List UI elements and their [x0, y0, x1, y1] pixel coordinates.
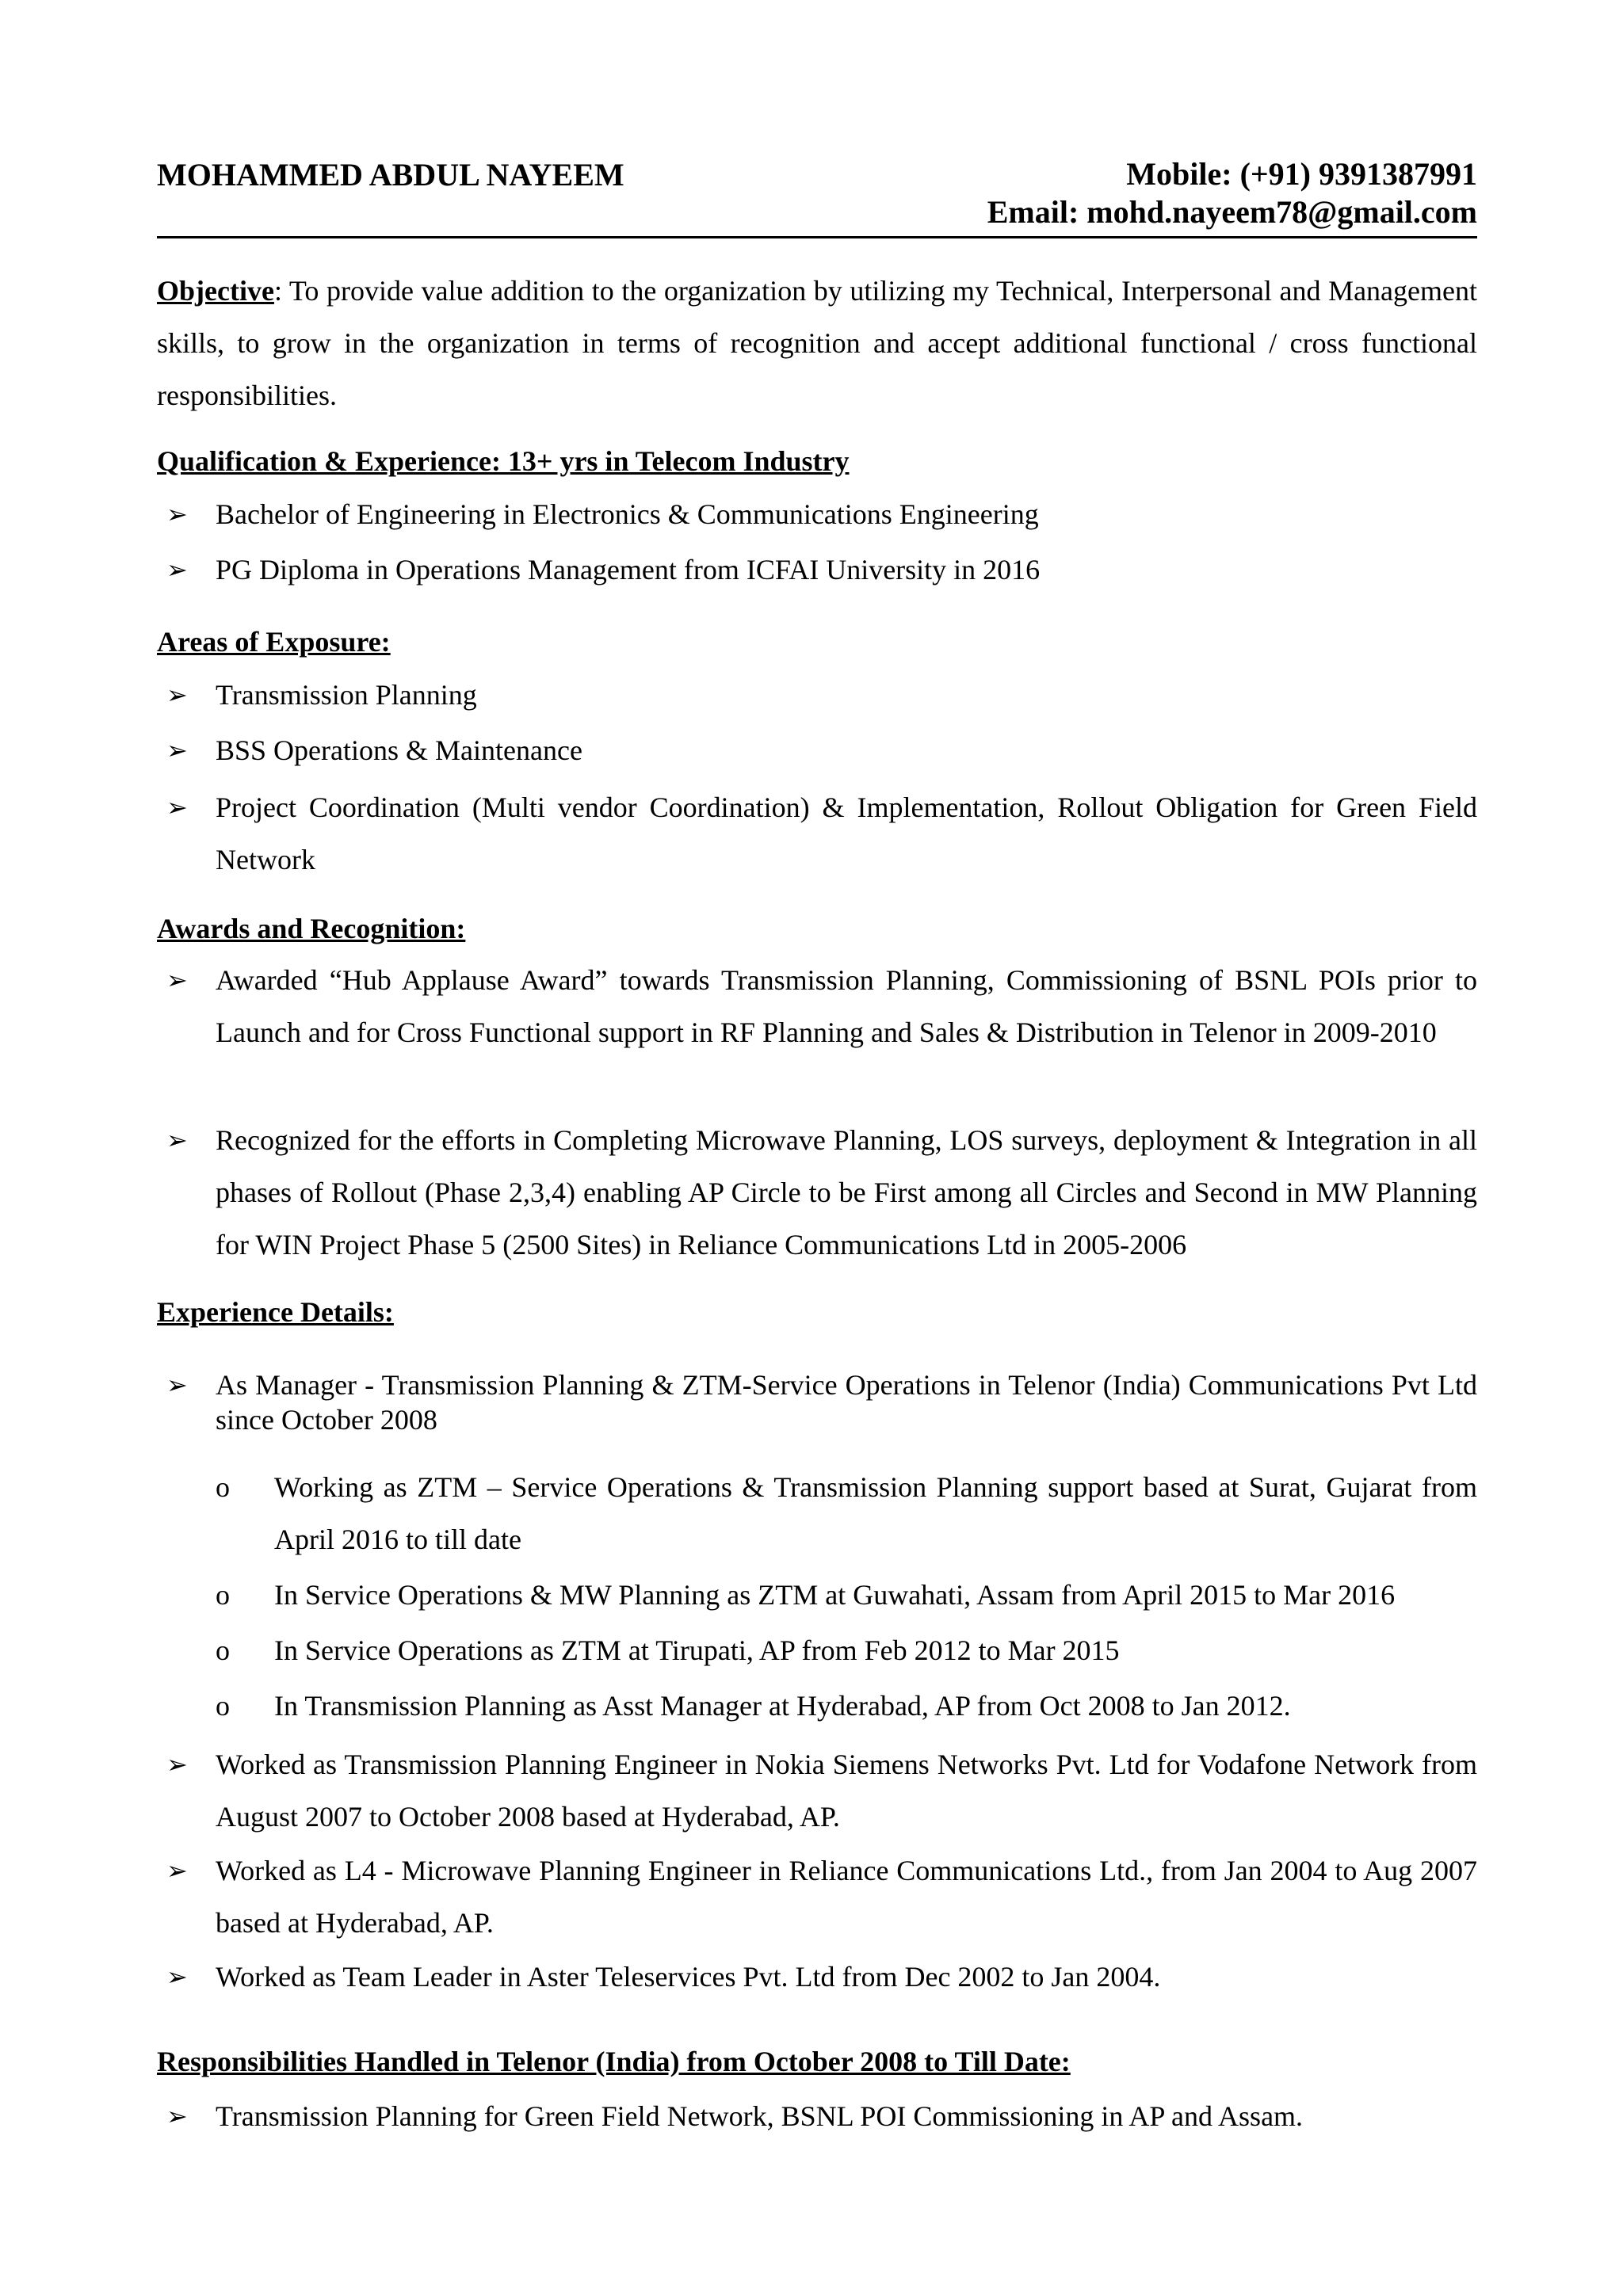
experience-sub-item: In Service Operations & MW Planning as ZTM at Guwahati, Assam from April 2015 to Mar 2016	[274, 1579, 1396, 1611]
experience-sub-item: Working as ZTM – Service Operations & Transmission Planning support based at Surat, Gujarat from April 2016 to till date	[274, 1471, 1477, 1555]
exposure-item: Project Coordination (Multi vendor Coordination) & Implementation, Rollout Obligation for Green Field Network	[216, 791, 1477, 875]
arrow-bullet-icon: ➢	[166, 1371, 188, 1399]
experience-heading: Experience Details:	[157, 1296, 394, 1328]
exposure-item: Transmission Planning	[216, 679, 477, 711]
arrow-bullet-icon: ➢	[166, 966, 188, 994]
awards-heading: Awards and Recognition:	[157, 913, 466, 944]
arrow-bullet-icon: ➢	[166, 1856, 188, 1885]
arrow-bullet-icon: ➢	[166, 1126, 188, 1154]
objective-label: Objective	[157, 275, 274, 307]
circle-bullet-icon: o	[216, 1579, 230, 1611]
exposure-heading: Areas of Exposure:	[157, 626, 391, 658]
arrow-bullet-icon: ➢	[166, 1962, 188, 1991]
qualification-heading: Qualification & Experience: 13+ yrs in Telecom Industry	[157, 445, 850, 477]
arrow-bullet-icon: ➢	[166, 555, 188, 584]
arrow-bullet-icon: ➢	[166, 2102, 188, 2130]
experience-item: Worked as L4 - Microwave Planning Engineer in Reliance Communications Ltd., from Jan 2004 to Aug 2007 based at Hyderabad, AP.	[216, 1855, 1477, 1939]
award-item: Awarded “Hub Applause Award” towards Transmission Planning, Commissioning of BSNL POIs prior to Launch and for Cross Functional support in RF Planning and Sales & Distribution in Telenor in 2009-2010	[216, 964, 1477, 1048]
experience-sub-item: In Service Operations as ZTM at Tirupati, AP from Feb 2012 to Mar 2015	[274, 1634, 1120, 1666]
responsibility-item: Transmission Planning for Green Field Network, BSNL POI Commissioning in AP and Assam.	[216, 2100, 1304, 2132]
mobile-number: Mobile: (+91) 9391387991	[1126, 156, 1477, 192]
qualification-item: PG Diploma in Operations Management from ICFAI University in 2016	[216, 554, 1041, 585]
award-item: Recognized for the efforts in Completing Microwave Planning, LOS surveys, deployment & Integration in all phases of Rollout (Phase 2,3,4) enabling AP Circle to be First among all Circles and Second in MW Planning for WIN Project Phase 5 (2500 Sites) in Reliance Communications Ltd in 2005-2006	[216, 1124, 1477, 1261]
experience-item: Worked as Transmission Planning Engineer in Nokia Siemens Networks Pvt. Ltd for Vodafone Network from August 2007 to October 2008 based at Hyderabad, AP.	[216, 1749, 1477, 1833]
circle-bullet-icon: o	[216, 1690, 230, 1722]
experience-sub-item: In Transmission Planning as Asst Manager at Hyderabad, AP from Oct 2008 to Jan 2012.	[274, 1690, 1291, 1722]
objective-paragraph	[157, 265, 1477, 421]
arrow-bullet-icon: ➢	[166, 793, 188, 822]
contact-block	[987, 155, 1477, 231]
resume-header	[157, 155, 1477, 238]
circle-bullet-icon: o	[216, 1634, 230, 1666]
responsibilities-heading: Responsibilities Handled in Telenor (India) from October 2008 to Till Date:	[157, 2046, 1071, 2077]
arrow-bullet-icon: ➢	[166, 681, 188, 709]
experience-main-item: As Manager - Transmission Planning & ZTM-Service Operations in Telenor (India) Communications Pvt Ltd since October 2008	[216, 1369, 1477, 1436]
objective-text: : To provide value addition to the organization by utilizing my Technical, Interpersonal and Management skills, to grow in the organization in terms of recognition and accept additional functional / cross functional responsibilities.	[157, 275, 1477, 411]
exposure-item: BSS Operations & Maintenance	[216, 734, 582, 766]
email-address: Email: mohd.nayeem78@gmail.com	[987, 194, 1477, 230]
arrow-bullet-icon: ➢	[166, 500, 188, 528]
candidate-name: MOHAMMED ABDUL NAYEEM	[157, 157, 624, 193]
arrow-bullet-icon: ➢	[166, 736, 188, 765]
arrow-bullet-icon: ➢	[166, 1750, 188, 1779]
qualification-item: Bachelor of Engineering in Electronics & Communications Engineering	[216, 498, 1039, 530]
experience-item: Worked as Team Leader in Aster Teleservices Pvt. Ltd from Dec 2002 to Jan 2004.	[216, 1961, 1161, 1993]
circle-bullet-icon: o	[216, 1471, 230, 1503]
